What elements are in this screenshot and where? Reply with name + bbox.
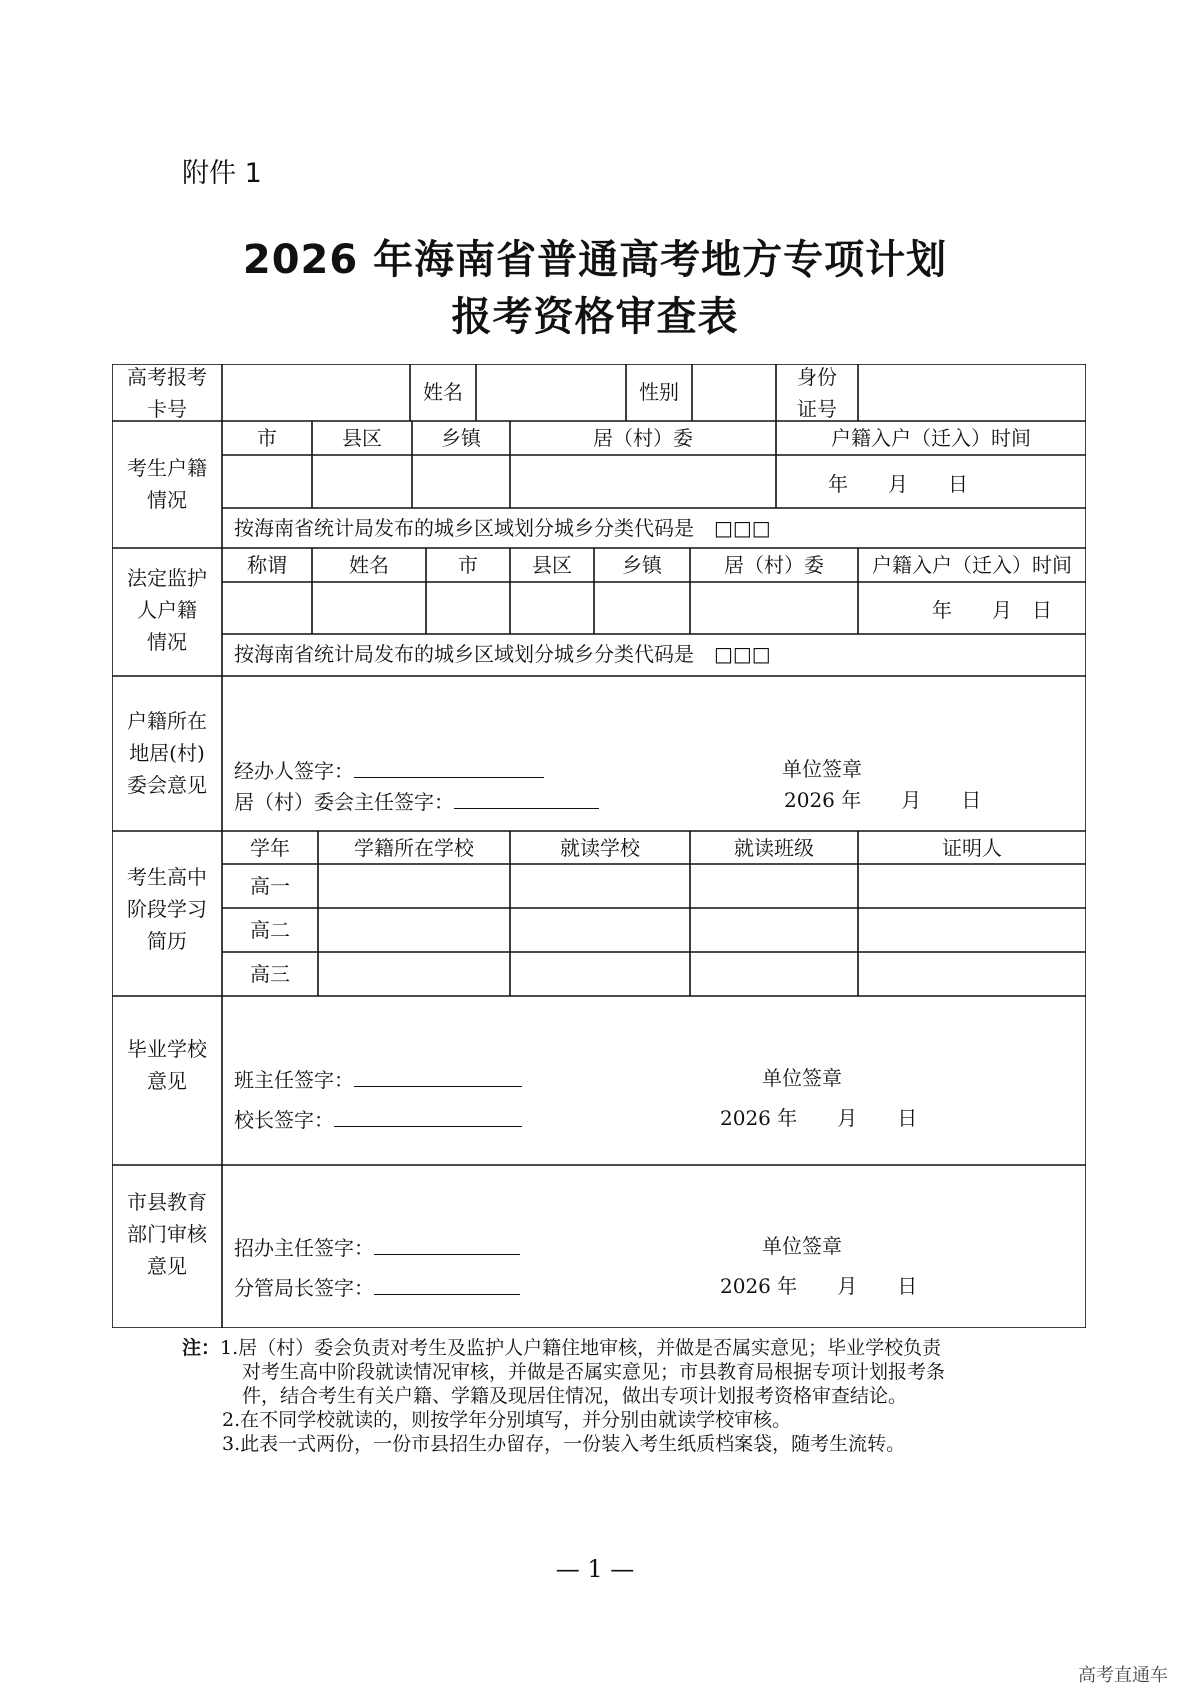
name-field[interactable] [476, 364, 626, 421]
study-year-1: 高一 [250, 874, 290, 898]
study-header-class: 就读班级 [734, 836, 814, 860]
school-opinion-label-text: 毕业学校 意见 [127, 1037, 207, 1093]
education-dept-opinion-label [127, 1186, 207, 1282]
guardian-header-county: 县区 [532, 553, 572, 577]
guardian-code-statement: 按海南省统计局发布的城乡区域划分城乡分类代码是 □□□ [234, 642, 771, 666]
notes-prefix: 注： [182, 1337, 221, 1359]
guardian-header-title: 称谓 [247, 553, 287, 577]
study-history-label-text: 考生高中 阶段学习 简历 [127, 865, 207, 953]
guardian-section-label-text: 法定监护 人户籍 情况 [127, 566, 207, 654]
class-teacher-signature-line[interactable] [234, 1068, 522, 1090]
guardian-header-name: 姓名 [349, 553, 389, 577]
deputy-director-signature-line[interactable] [234, 1276, 520, 1298]
guardian-city-field[interactable] [426, 582, 510, 634]
study-year-3: 高三 [250, 962, 290, 986]
class-teacher-signature-label: 班主任签字： [234, 1068, 354, 1092]
village-opinion-label [127, 705, 207, 801]
household-code-statement: 按海南省统计局发布的城乡区域划分城乡分类代码是 □□□ [234, 516, 771, 540]
village-seal-label: 单位签章 [782, 757, 862, 781]
form-title-line2: 报考资格审查表 [451, 294, 739, 340]
household-section-label-text: 考生户籍 情况 [127, 456, 207, 512]
note-line-5: 3.此表一式两份，一份市县招生办留存，一份装入考生纸质档案袋，随考生流转。 [222, 1433, 906, 1455]
household-county-field[interactable] [312, 455, 412, 508]
guardian-title-field[interactable] [222, 582, 312, 634]
admissions-director-signature-line[interactable] [234, 1236, 520, 1258]
guardian-header-city: 市 [458, 553, 478, 577]
household-section-label [127, 452, 207, 516]
note-line-1 [182, 1336, 945, 1360]
principal-signature-line[interactable] [234, 1108, 522, 1130]
guardian-section-label [127, 562, 207, 658]
form-notes [182, 1336, 945, 1456]
study-history-label [127, 861, 207, 957]
edu-seal-label: 单位签章 [762, 1234, 842, 1258]
attachment-label: 附件 1 [182, 158, 262, 189]
gender-field[interactable] [692, 364, 776, 421]
household-village-field[interactable] [510, 455, 776, 508]
exam-card-number-label [127, 361, 207, 425]
guardian-date-field[interactable]: 年 月 日 [932, 598, 1052, 622]
study-header-registered-school: 学籍所在学校 [354, 836, 474, 860]
guardian-header-town: 乡镇 [622, 553, 662, 577]
household-header-county: 县区 [342, 426, 382, 450]
household-header-city: 市 [257, 426, 277, 450]
exam-card-number-label-text: 高考报考 卡号 [127, 365, 207, 421]
guardian-header-village: 居（村）委 [724, 553, 824, 577]
principal-signature-label: 校长签字： [234, 1108, 334, 1132]
village-date-label: 2026 年 月 日 [784, 788, 982, 812]
id-number-field[interactable] [858, 364, 1086, 421]
watermark: 高考直通车 [1078, 1665, 1168, 1686]
household-date-field[interactable]: 年 月 日 [828, 472, 968, 496]
guardian-county-field[interactable] [510, 582, 594, 634]
note-line-4: 2.在不同学校就读的，则按学年分别填写，并分别由就读学校审核。 [222, 1409, 792, 1431]
edu-date-label: 2026 年 月 日 [720, 1274, 918, 1298]
form-title-line1: 2026 年海南省普通高考地方专项计划 [242, 237, 948, 283]
note-line-2: 对考生高中阶段就读情况审核，并做是否属实意见；市县教育局根据专项计划报考条 [242, 1361, 946, 1383]
village-director-signature-label: 居（村）委会主任签字： [234, 790, 454, 814]
school-date-label: 2026 年 月 日 [720, 1106, 918, 1130]
school-opinion-label [127, 1033, 207, 1097]
village-director-signature-line[interactable] [234, 790, 599, 812]
household-header-town: 乡镇 [441, 426, 481, 450]
guardian-town-field[interactable] [594, 582, 690, 634]
household-header-registration-time: 户籍入户（迁入）时间 [831, 426, 1031, 450]
page-number: — 1 — [555, 1555, 635, 1583]
id-number-label [797, 361, 837, 425]
deputy-director-signature-label: 分管局长签字： [234, 1276, 374, 1300]
household-town-field[interactable] [412, 455, 510, 508]
qualification-review-form [112, 364, 1086, 1328]
admissions-director-signature-label: 招办主任签字： [234, 1236, 374, 1260]
study-header-witness: 证明人 [942, 836, 1002, 860]
guardian-name-field[interactable] [312, 582, 426, 634]
study-year-2: 高二 [250, 918, 290, 942]
note-line-3: 件，结合考生有关户籍、学籍及现居住情况，做出专项计划报考资格审查结论。 [242, 1385, 908, 1407]
id-number-label-text: 身份 证号 [797, 365, 837, 421]
exam-card-number-field[interactable] [222, 364, 410, 421]
household-header-village: 居（村）委 [593, 426, 693, 450]
village-handler-signature-line[interactable] [234, 759, 544, 781]
village-opinion-label-text: 户籍所在 地居(村) 委会意见 [127, 709, 207, 797]
household-city-field[interactable] [222, 455, 312, 508]
guardian-village-field[interactable] [690, 582, 858, 634]
name-label: 姓名 [423, 380, 463, 404]
note-line-1-text: 1.居（村）委会负责对考生及监护人户籍住地审核，并做是否属实意见；毕业学校负责 [220, 1337, 942, 1359]
education-dept-opinion-label-text: 市县教育 部门审核 意见 [127, 1190, 207, 1278]
village-handler-signature-label: 经办人签字： [234, 759, 354, 783]
study-history-entry-area[interactable] [318, 864, 1086, 996]
school-seal-label: 单位签章 [762, 1066, 842, 1090]
guardian-header-registration-time: 户籍入户（迁入）时间 [872, 553, 1072, 577]
study-header-attended-school: 就读学校 [560, 836, 640, 860]
gender-label: 性别 [639, 380, 679, 404]
study-header-year: 学年 [250, 836, 290, 860]
